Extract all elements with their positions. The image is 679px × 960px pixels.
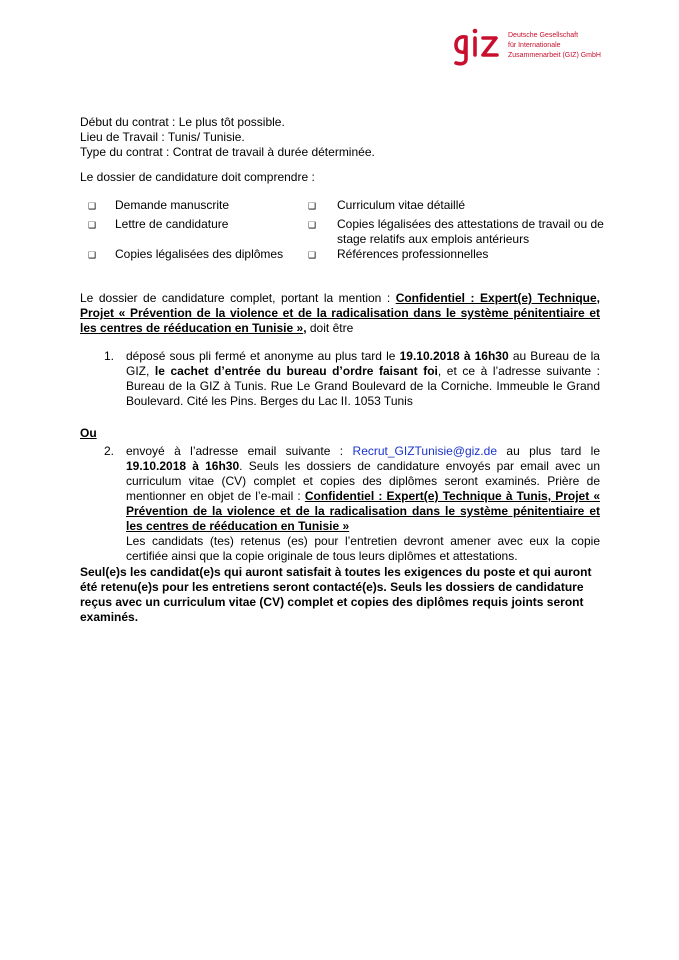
- mention-end: doit être: [306, 321, 354, 335]
- document-item: Copies légalisées des diplômes: [115, 247, 284, 261]
- mention-intro: Le dossier de candidature complet, portant la mention :: [80, 291, 396, 305]
- checkbox-icon: ❑: [88, 201, 97, 211]
- giz-logo-mark: [452, 26, 504, 66]
- logo-line-1: Deutsche Gesellschaft: [508, 32, 579, 39]
- option-1: [104, 349, 600, 411]
- option-2-number: 2.: [104, 444, 115, 458]
- mention-paragraph: [80, 291, 600, 336]
- final-note: Seul(e)s les candidat(e)s qui auront satisfait à toutes les exigences du poste et qui auront été retenu(e)s pour les entretiens seront contacté(e)s. Seuls les dossiers de candidature reçus avec un curriculum vitae (CV) complet et copies des diplômes requis joints seront examinés.: [80, 565, 592, 624]
- checkbox-icon: ❑: [308, 201, 317, 211]
- document-row: [88, 247, 608, 262]
- mention-title: Confidentiel : Expert(e) Technique, Projet « Prévention de la violence et de la radicalisation dans le système pénitentiaire et les centres de rééducation en Tunisie »: [80, 291, 600, 335]
- option-1-deadline: 19.10.2018 à 16h30: [399, 349, 509, 363]
- option-1-text-a: déposé sous pli fermé et anonyme au plus tard le: [126, 349, 400, 363]
- mention-comma: ,: [303, 321, 307, 335]
- logo-line-2: für Internationale: [508, 42, 561, 49]
- dossier-intro: Le dossier de candidature doit comprendre :: [80, 170, 315, 184]
- option-2-text-c: . Seuls les dossiers de candidature envoyés par email avec un curriculum vitae (CV) complet et copies des diplômes seront examinés. Prière de mentionner en objet de l’e-mail :: [126, 459, 600, 503]
- option-2-text-b: au plus tard le: [497, 444, 600, 458]
- option-2-text-a: envoyé à l’adresse email suivante :: [126, 444, 353, 458]
- option-2-text: [126, 444, 600, 564]
- contract-start: Début du contrat : Le plus tôt possible.: [80, 115, 285, 129]
- contract-info: [80, 115, 600, 160]
- option-1-stamp-note: le cachet d’entrée du bureau d’ordre faisant foi: [154, 364, 438, 378]
- option-2-deadline: 19.10.2018 à 16h30: [126, 459, 240, 473]
- contract-type: Type du contrat : Contrat de travail à durée déterminée.: [80, 145, 375, 159]
- checkbox-icon: ❑: [308, 220, 317, 230]
- option-1-text: [126, 349, 600, 409]
- checkbox-icon: ❑: [88, 220, 97, 230]
- checkbox-icon: ❑: [308, 250, 317, 260]
- checkbox-icon: ❑: [88, 250, 97, 260]
- option-2-note: Les candidats (tes) retenus (es) pour l’entretien devront amener avec eux la copie certifiée ainsi que la copie originale de tous leurs diplômes et attestations.: [126, 534, 600, 563]
- email-subject: Confidentiel : Expert(e) Technique à Tunis, Projet « Prévention de la violence et de la radicalisation dans le système pénitentiaire et les centres de rééducation en Tunisie »: [126, 489, 601, 533]
- giz-logo-text: [508, 31, 608, 61]
- required-documents-list: [88, 198, 608, 262]
- document-item: Lettre de candidature: [115, 217, 229, 231]
- document-item: Copies légalisées des attestations de travail ou de stage relatifs aux emplois antérieurs: [337, 217, 604, 246]
- option-1-number: 1.: [104, 349, 115, 363]
- option-1-text-b: au Bureau de la GIZ,: [126, 349, 600, 378]
- work-location: Lieu de Travail : Tunis/ Tunisie.: [80, 130, 245, 144]
- email-link[interactable]: Recrut_GIZTunisie@giz.de: [352, 444, 497, 458]
- document-item: Références professionnelles: [337, 247, 489, 261]
- option-1-address: , et ce à l’adresse suivante : Bureau de la GIZ à Tunis. Rue Le Grand Boulevard de la Corniche. Immeuble le Grand Boulevard. Cité les Pins. Berges du Lac II. 1053 Tunis: [126, 364, 600, 408]
- document-item: Curriculum vitae détaillé: [337, 198, 466, 212]
- document-row: [88, 217, 608, 247]
- or-label: Ou: [80, 426, 97, 440]
- logo-line-3: Zusammenarbeit (GIZ) GmbH: [508, 52, 601, 59]
- option-2: [104, 444, 601, 563]
- document-row: [88, 198, 608, 213]
- document-item: Demande manuscrite: [115, 198, 230, 212]
